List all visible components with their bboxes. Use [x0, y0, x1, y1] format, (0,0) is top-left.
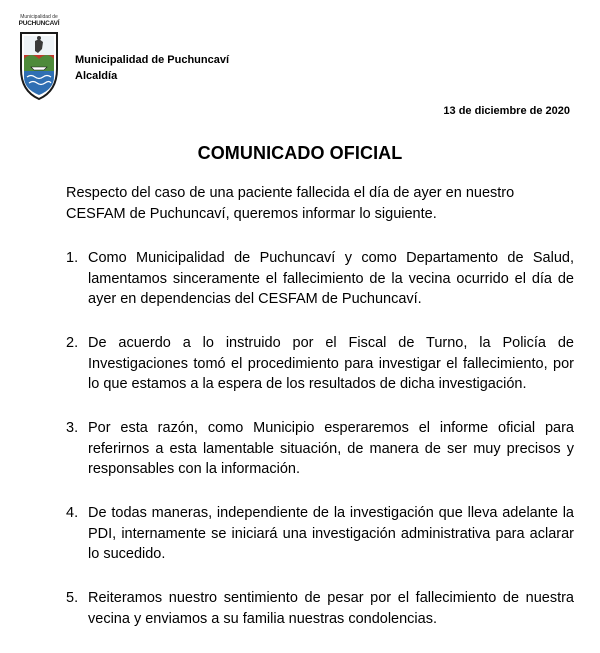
document-title: COMUNICADO OFICIAL [197, 143, 403, 163]
crest-name: PUCHUNCAVÍ [18, 20, 60, 27]
list-item [66, 418, 574, 480]
organization-name: Municipalidad de Puchuncaví [75, 54, 230, 66]
list-item-text: De acuerdo a lo instruido por el Fiscal de Turno, la Policía de Investigaciones tomó el procedimiento para investigar el fallecimiento, por lo que estamos a la espera de los resultados de dicha investigación. [88, 335, 574, 392]
crest-caption: Municipalidad de [20, 14, 58, 20]
municipal-crest-logo [17, 14, 61, 102]
list-item-number: 3. [66, 420, 79, 436]
document-body [66, 183, 574, 653]
crest-shield-icon [17, 29, 61, 101]
list-item-number: 5. [66, 590, 79, 606]
list-item-text: De todas maneras, independiente de la investigación que lleva adelante la PDI, internamente se iniciará una investigación administrativa para aclarar lo sucedido. [88, 505, 574, 562]
list-item-number: 1. [66, 250, 79, 266]
list-item-text: Reiteramos nuestro sentimiento de pesar por el fallecimiento de nuestra vecina y enviamos a su familia nuestras condolencias. [88, 590, 574, 627]
list-item [66, 588, 574, 629]
intro-paragraph: Respecto del caso de una paciente fallecida el día de ayer en nuestro CESFAM de Puchuncaví, queremos informar lo siguiente. [66, 185, 515, 222]
document-date: 13 de diciembre de 2020 [443, 105, 570, 117]
organization-block [75, 52, 229, 84]
list-item-number: 4. [66, 505, 79, 521]
list-item-number: 2. [66, 335, 79, 351]
list-item [66, 333, 574, 395]
office-name: Alcaldía [75, 70, 118, 82]
letterhead [17, 14, 229, 102]
list-item-text: Por esta razón, como Municipio esperaremos el informe oficial para referirnos a esta lamentable situación, de manera de ser muy precisos y responsables con la información. [88, 420, 574, 477]
list-item-text: Como Municipalidad de Puchuncaví y como Departamento de Salud, lamentamos sinceramente el fallecimiento de la vecina ocurrido el día de ayer en dependencias del CESFAM de Puchuncaví. [88, 250, 574, 307]
list-item [66, 248, 574, 310]
list-item [66, 503, 574, 565]
